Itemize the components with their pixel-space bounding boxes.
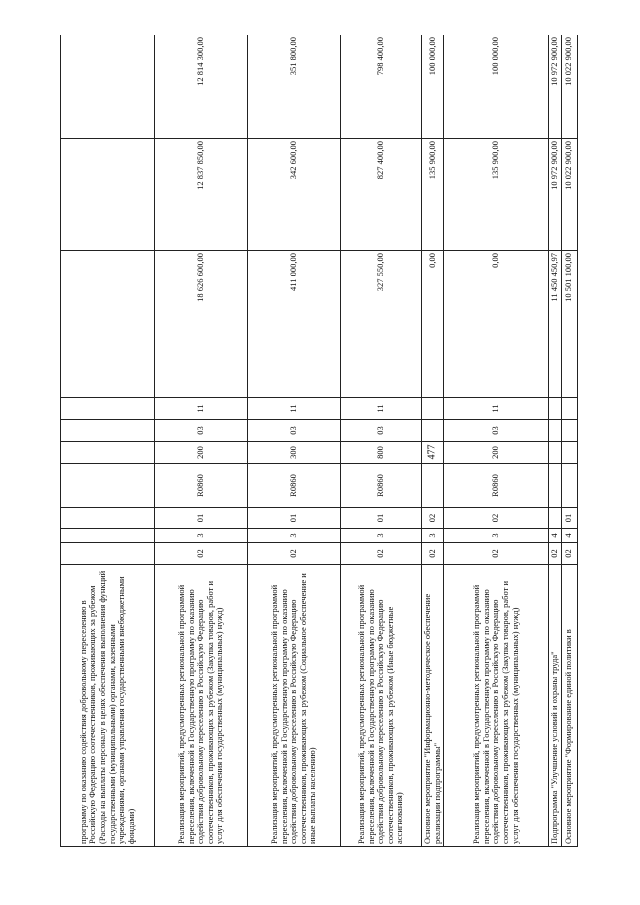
row-name: программу по оказанию содействия добровольному переселению в Российскую Федерацию соотечественников, проживающих за рубежом (Расходы на выплаты персоналу в целях обеспечения выполнения функций государственными (муниципальными) органами, казенными учреждениями, органами управления государственными внебюджетными фондами) (61, 565, 155, 847)
cell-subsection: 11 (444, 398, 549, 420)
row-name: Подпрограмма "Улучшение условий и охраны труда" (549, 565, 562, 847)
cell-direction-code (549, 464, 562, 508)
cell-amount-2: 12 837 850,00 (155, 139, 248, 251)
cell-program-code: 02 (549, 543, 562, 565)
cell-amount-3: 351 800,00 (248, 35, 341, 139)
cell-subsection (422, 398, 444, 420)
cell-subprogram-code: 3 (422, 529, 444, 543)
cell-amount-1: 411 000,00 (248, 251, 341, 398)
cell-section (61, 420, 155, 442)
cell-section: 03 (155, 420, 248, 442)
row-name: Основное мероприятие "Формирование единой политики в (561, 565, 577, 847)
cell-amount-3: 100 000,00 (444, 35, 549, 139)
budget-table-rotated (60, 35, 578, 847)
cell-subprogram-code: 4 (549, 529, 562, 543)
table-row (61, 35, 155, 847)
cell-section: 03 (341, 420, 422, 442)
cell-amount-1: 18 626 600,00 (155, 251, 248, 398)
cell-section: 03 (444, 420, 549, 442)
cell-amount-2: 10 022 900,00 (561, 139, 577, 251)
cell-activity-code: 01 (248, 508, 341, 529)
table-row (248, 35, 341, 847)
cell-amount-2: 135 900,00 (422, 139, 444, 251)
cell-program-code (61, 543, 155, 565)
table-row (155, 35, 248, 847)
cell-amount-2: 342 600,00 (248, 139, 341, 251)
cell-subprogram-code: 4 (561, 529, 577, 543)
cell-subsection: 11 (248, 398, 341, 420)
cell-subprogram-code (61, 529, 155, 543)
cell-activity-code: 01 (561, 508, 577, 529)
cell-amount-2: 135 900,00 (444, 139, 549, 251)
cell-amount-3: 798 400,00 (341, 35, 422, 139)
row-name: Реализация мероприятий, предусмотренных региональной программой переселения, включенной в Государственную программу по оказанию содействия добровольному переселению в Российскую Федерацию соотечественников, проживающих за рубежом (Иные бюджетные ассигнования) (341, 565, 422, 847)
cell-program-code: 02 (444, 543, 549, 565)
cell-expense-type (549, 442, 562, 464)
cell-amount-1: 10 501 100,00 (561, 251, 577, 398)
table-row (549, 35, 562, 847)
cell-section (422, 420, 444, 442)
cell-amount-1: 327 550,00 (341, 251, 422, 398)
cell-activity-code: 01 (155, 508, 248, 529)
cell-amount-2: 10 972 900,00 (549, 139, 562, 251)
budget-table-frame (60, 35, 578, 847)
cell-direction-code (61, 464, 155, 508)
cell-activity-code: 01 (341, 508, 422, 529)
cell-section (561, 420, 577, 442)
cell-activity-code (61, 508, 155, 529)
cell-direction-code: R0860 (248, 464, 341, 508)
cell-direction-code: R0860 (341, 464, 422, 508)
cell-amount-3 (61, 35, 155, 139)
cell-amount-1: 0,00 (422, 251, 444, 398)
cell-expense-type: 300 (248, 442, 341, 464)
cell-subprogram-code: 3 (444, 529, 549, 543)
cell-amount-3: 10 972 900,00 (549, 35, 562, 139)
cell-amount-2: 827 400,00 (341, 139, 422, 251)
budget-table (60, 35, 578, 847)
cell-direction-code (561, 464, 577, 508)
cell-subsection: 11 (155, 398, 248, 420)
cell-subprogram-code: 3 (248, 529, 341, 543)
cell-expense-type: 200 (155, 442, 248, 464)
cell-amount-1: 0,00 (444, 251, 549, 398)
cell-amount-1: 11 450 450,97 (549, 251, 562, 398)
cell-direction-code (422, 464, 444, 508)
cell-activity-code (549, 508, 562, 529)
cell-subsection (549, 398, 562, 420)
page-number: 477 (426, 444, 438, 460)
cell-program-code: 02 (341, 543, 422, 565)
cell-expense-type (61, 442, 155, 464)
cell-amount-2 (61, 139, 155, 251)
table-row (561, 35, 577, 847)
cell-program-code: 02 (561, 543, 577, 565)
row-name: Реализация мероприятий, предусмотренных региональной программой переселения, включенной в Государственную программу по оказанию содействия добровольному переселению в Российскую Федерацию соотечественников, проживающих за рубежом (Закупка товаров, работ и услуг для обеспечения государственных (муниципальных) нужд) (155, 565, 248, 847)
cell-expense-type (561, 442, 577, 464)
cell-subsection: 11 (341, 398, 422, 420)
cell-subprogram-code: 3 (341, 529, 422, 543)
row-name: Реализация мероприятий, предусмотренных региональной программой переселения, включенной в Государственную программу по оказанию содействия добровольному переселению в Российскую Федерацию соотечественников, проживающих за рубежом (Закупка товаров, работ и услуг для обеспечения государственных (муниципальных) нужд) (444, 565, 549, 847)
cell-section: 03 (248, 420, 341, 442)
cell-subsection (561, 398, 577, 420)
cell-direction-code: R0860 (155, 464, 248, 508)
cell-subsection (61, 398, 155, 420)
table-row (341, 35, 422, 847)
cell-expense-type: 800 (341, 442, 422, 464)
cell-activity-code: 02 (422, 508, 444, 529)
cell-expense-type: 200 (444, 442, 549, 464)
cell-subprogram-code: 3 (155, 529, 248, 543)
row-name: Основное мероприятие "Информационно-методическое обеспечение реализации подпрограммы" (422, 565, 444, 847)
cell-activity-code: 02 (444, 508, 549, 529)
cell-expense-type (422, 442, 444, 464)
cell-direction-code: R0860 (444, 464, 549, 508)
cell-amount-1 (61, 251, 155, 398)
cell-program-code: 02 (248, 543, 341, 565)
table-row (422, 35, 444, 847)
table-row (444, 35, 549, 847)
cell-amount-3: 100 000,00 (422, 35, 444, 139)
cell-section (549, 420, 562, 442)
row-name: Реализация мероприятий, предусмотренных региональной программой переселения, включенной в Государственную программу по оказанию содействия добровольному переселению в Российскую Федерацию соотечественников, проживающих за рубежом (Социальное обеспечение и иные выплаты населению) (248, 565, 341, 847)
cell-program-code: 02 (155, 543, 248, 565)
cell-program-code: 02 (422, 543, 444, 565)
cell-amount-3: 10 022 900,00 (561, 35, 577, 139)
cell-amount-3: 12 814 300,00 (155, 35, 248, 139)
